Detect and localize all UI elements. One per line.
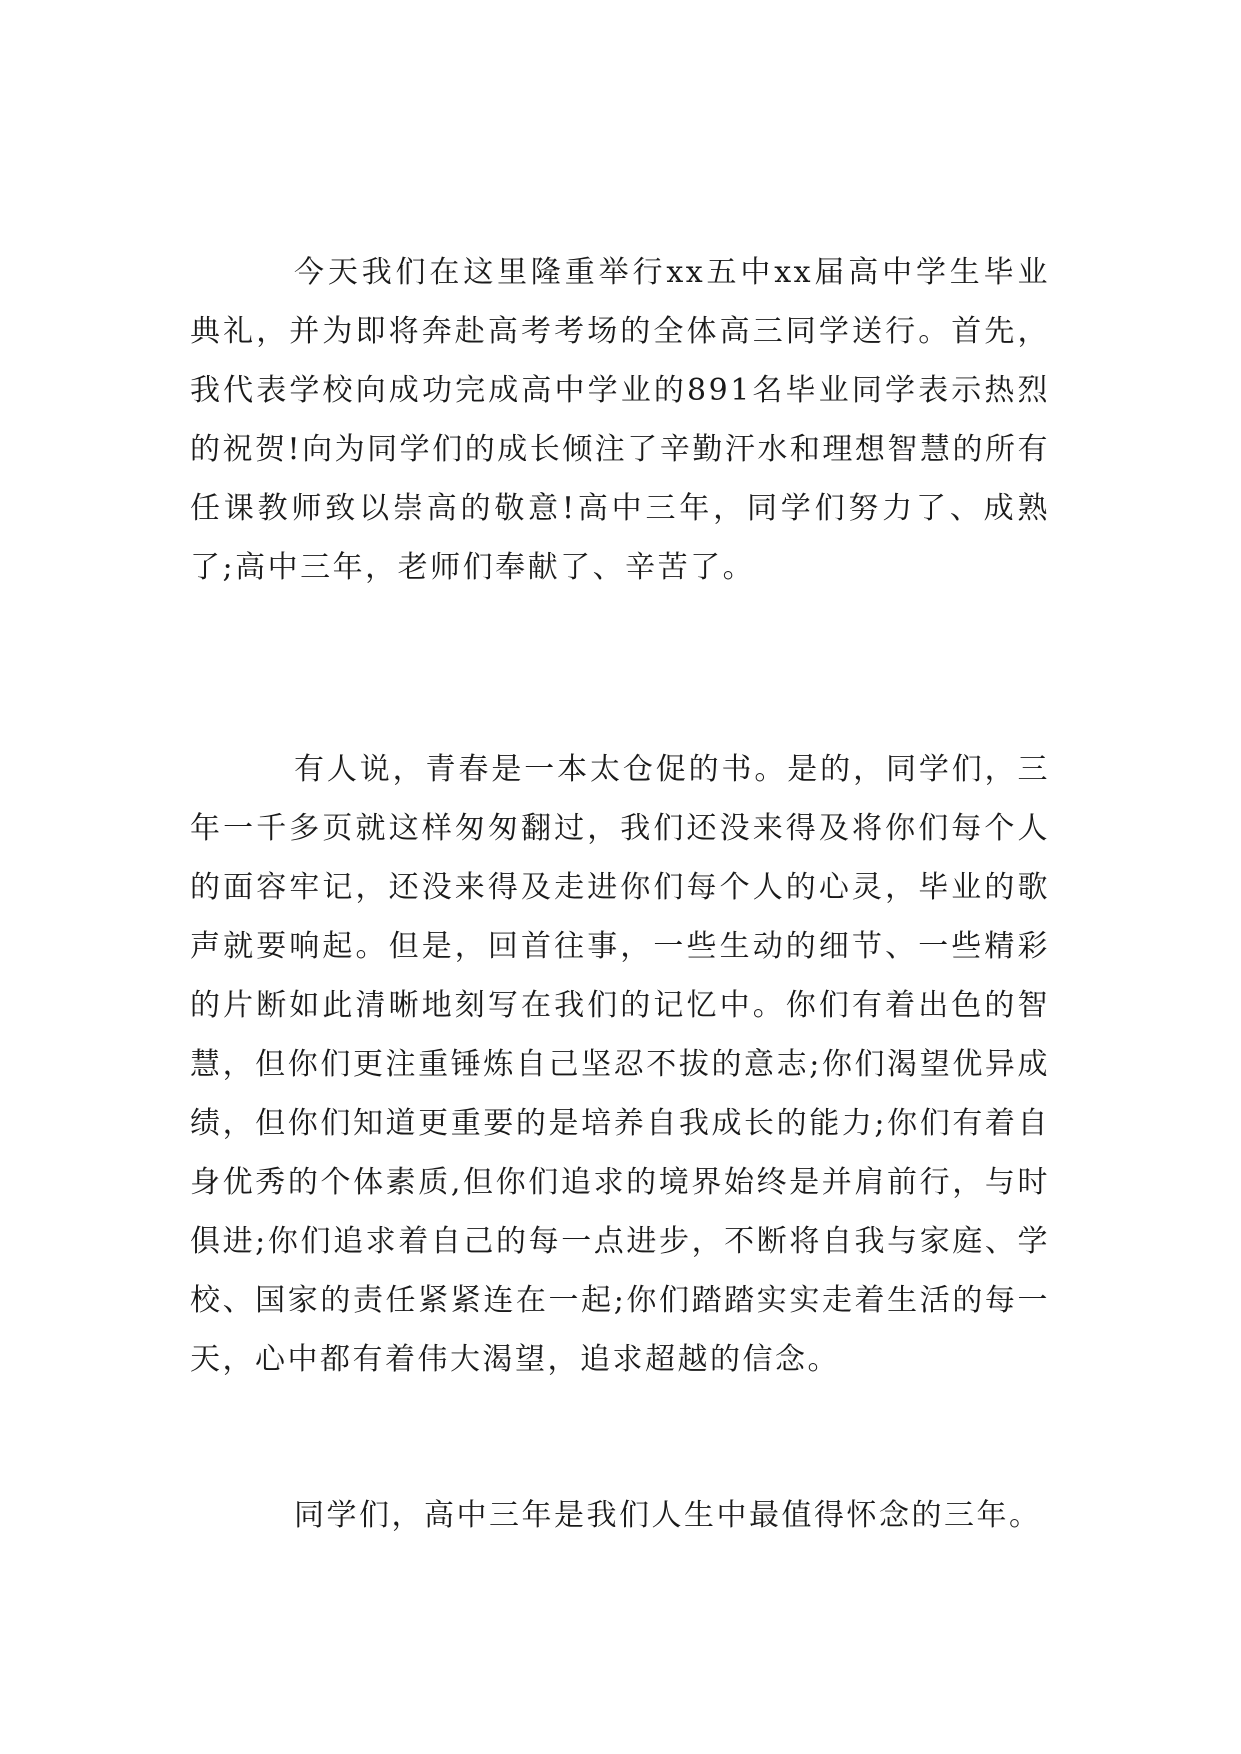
paragraph-opening: 今天我们在这里隆重举行xx五中xx届高中学生毕业典礼，并为即将奔赴高考考场的全体高三同学送行。首先，我代表学校向成功完成高中学业的891名毕业同学表示热烈的祝贺!向为同学们的成长倾注了辛勤汗水和理想智慧的所有任课教师致以崇高的敬意!高中三年，同学们努力了、成熟了;高中三年，老师们奉献了、辛苦了。 — [190, 255, 1050, 585]
paragraph-youth: 有人说，青春是一本太仓促的书。是的，同学们，三年一千多页就这样匆匆翻过，我们还没来得及将你们每个人的面容牢记，还没来得及走进你们每个人的心灵，毕业的歌声就要响起。但是，回首往事，一些生动的细节、一些精彩的片断如此清晰地刻写在我们的记忆中。你们有着出色的智慧，但你们更注重锤炼自己坚忍不拔的意志;你们渴望优异成绩，但你们知道更重要的是培养自我成长的能力;你们有着自身优秀的个体素质,但你们追求的境界始终是并肩前行，与时俱进;你们追求着自己的每一点进步，不断将自我与家庭、学校、国家的责任紧紧连在一起;你们踏踏实实走着生活的每一天，心中都有着伟大渴望，追求超越的信念。 — [190, 752, 1050, 1377]
paragraph-closing: 同学们，高中三年是我们人生中最值得怀念的三年。 — [294, 1498, 1042, 1533]
